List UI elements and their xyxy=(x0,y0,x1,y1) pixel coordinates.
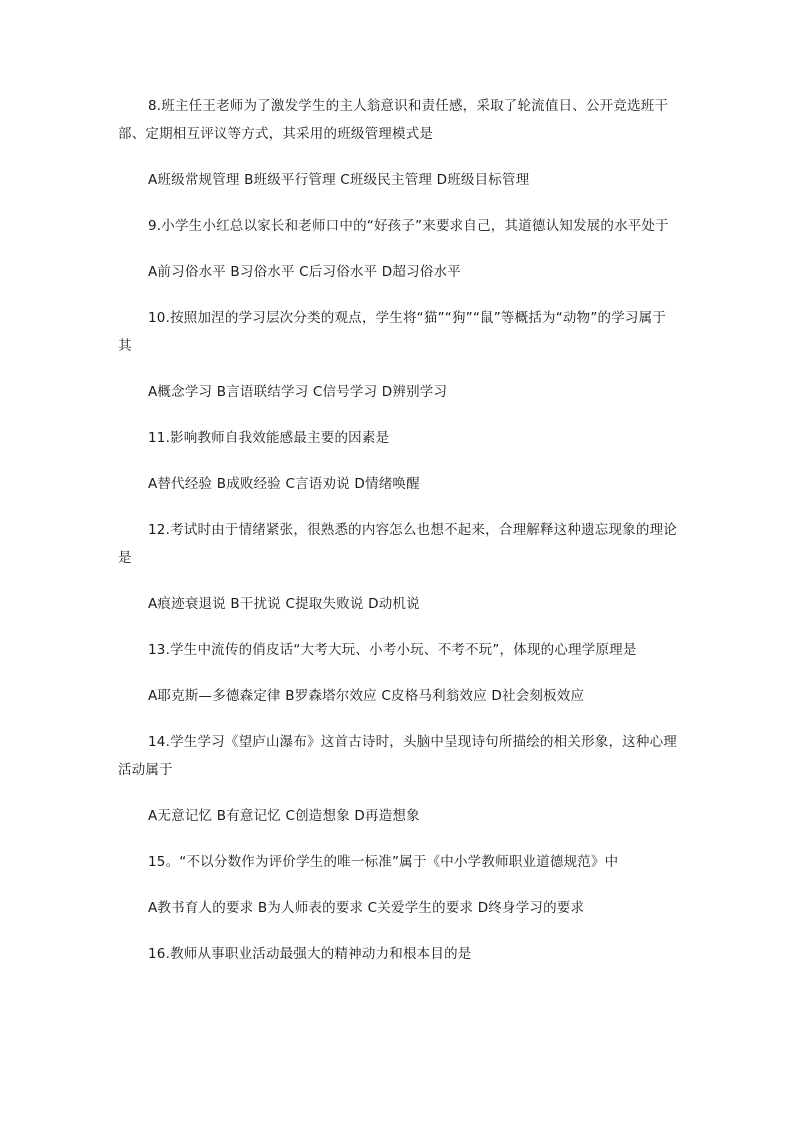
question-text: 11.影响教师自我效能感最主要的因素是 xyxy=(148,430,390,446)
question-options: A耶克斯—多德森定律 B罗森塔尔效应 C皮格马利翁效应 D社会刻板效应 xyxy=(148,688,585,704)
question-text: 9.小学生小红总以家长和老师口中的“好孩子”来要求自己，其道德认知发展的水平处于 xyxy=(148,218,669,234)
question-text: 12.考试时由于情绪紧张，很熟悉的内容怎么也想不起来，合理解释这种遗忘现象的理论是 xyxy=(118,522,677,566)
question-options: A痕迹衰退说 B干扰说 C提取失败说 D动机说 xyxy=(148,596,420,612)
question-13 xyxy=(118,636,678,710)
question-text: 14.学生学习《望庐山瀑布》这首古诗时，头脑中呈现诗句所描绘的相关形象，这种心理活动属于 xyxy=(118,734,677,778)
question-options: A教书育人的要求 B为人师表的要求 C关爱学生的要求 D终身学习的要求 xyxy=(148,900,585,916)
question-11 xyxy=(118,424,678,498)
question-12 xyxy=(118,516,678,618)
question-text: 16.教师从事职业活动最强大的精神动力和根本目的是 xyxy=(148,946,472,962)
question-options: A无意记忆 B有意记忆 C创造想象 D再造想象 xyxy=(148,808,420,824)
question-options: A前习俗水平 B习俗水平 C后习俗水平 D超习俗水平 xyxy=(148,264,461,280)
question-8 xyxy=(118,92,678,194)
question-10 xyxy=(118,304,678,406)
question-16 xyxy=(118,940,678,968)
question-15 xyxy=(118,848,678,922)
question-text: 8.班主任王老师为了激发学生的主人翁意识和责任感，采取了轮流值日、公开竞选班干部、定期相互评议等方式，其采用的班级管理模式是 xyxy=(118,98,669,142)
question-options: A替代经验 B成败经验 C言语劝说 D情绪唤醒 xyxy=(148,476,420,492)
question-9 xyxy=(118,212,678,286)
question-text: 10.按照加涅的学习层次分类的观点，学生将“猫”“狗”“鼠”等概括为“动物”的学习属于其 xyxy=(118,310,667,354)
question-options: A概念学习 B言语联结学习 C信号学习 D辨别学习 xyxy=(148,384,448,400)
question-text: 15。“不以分数作为评价学生的唯一标准”属于《中小学教师职业道德规范》中 xyxy=(148,854,619,870)
question-14 xyxy=(118,728,678,830)
question-list xyxy=(118,92,678,986)
question-options: A班级常规管理 B班级平行管理 C班级民主管理 D班级目标管理 xyxy=(148,172,530,188)
question-text: 13.学生中流传的俏皮话“大考大玩、小考小玩、不考不玩”，体现的心理学原理是 xyxy=(148,642,637,658)
